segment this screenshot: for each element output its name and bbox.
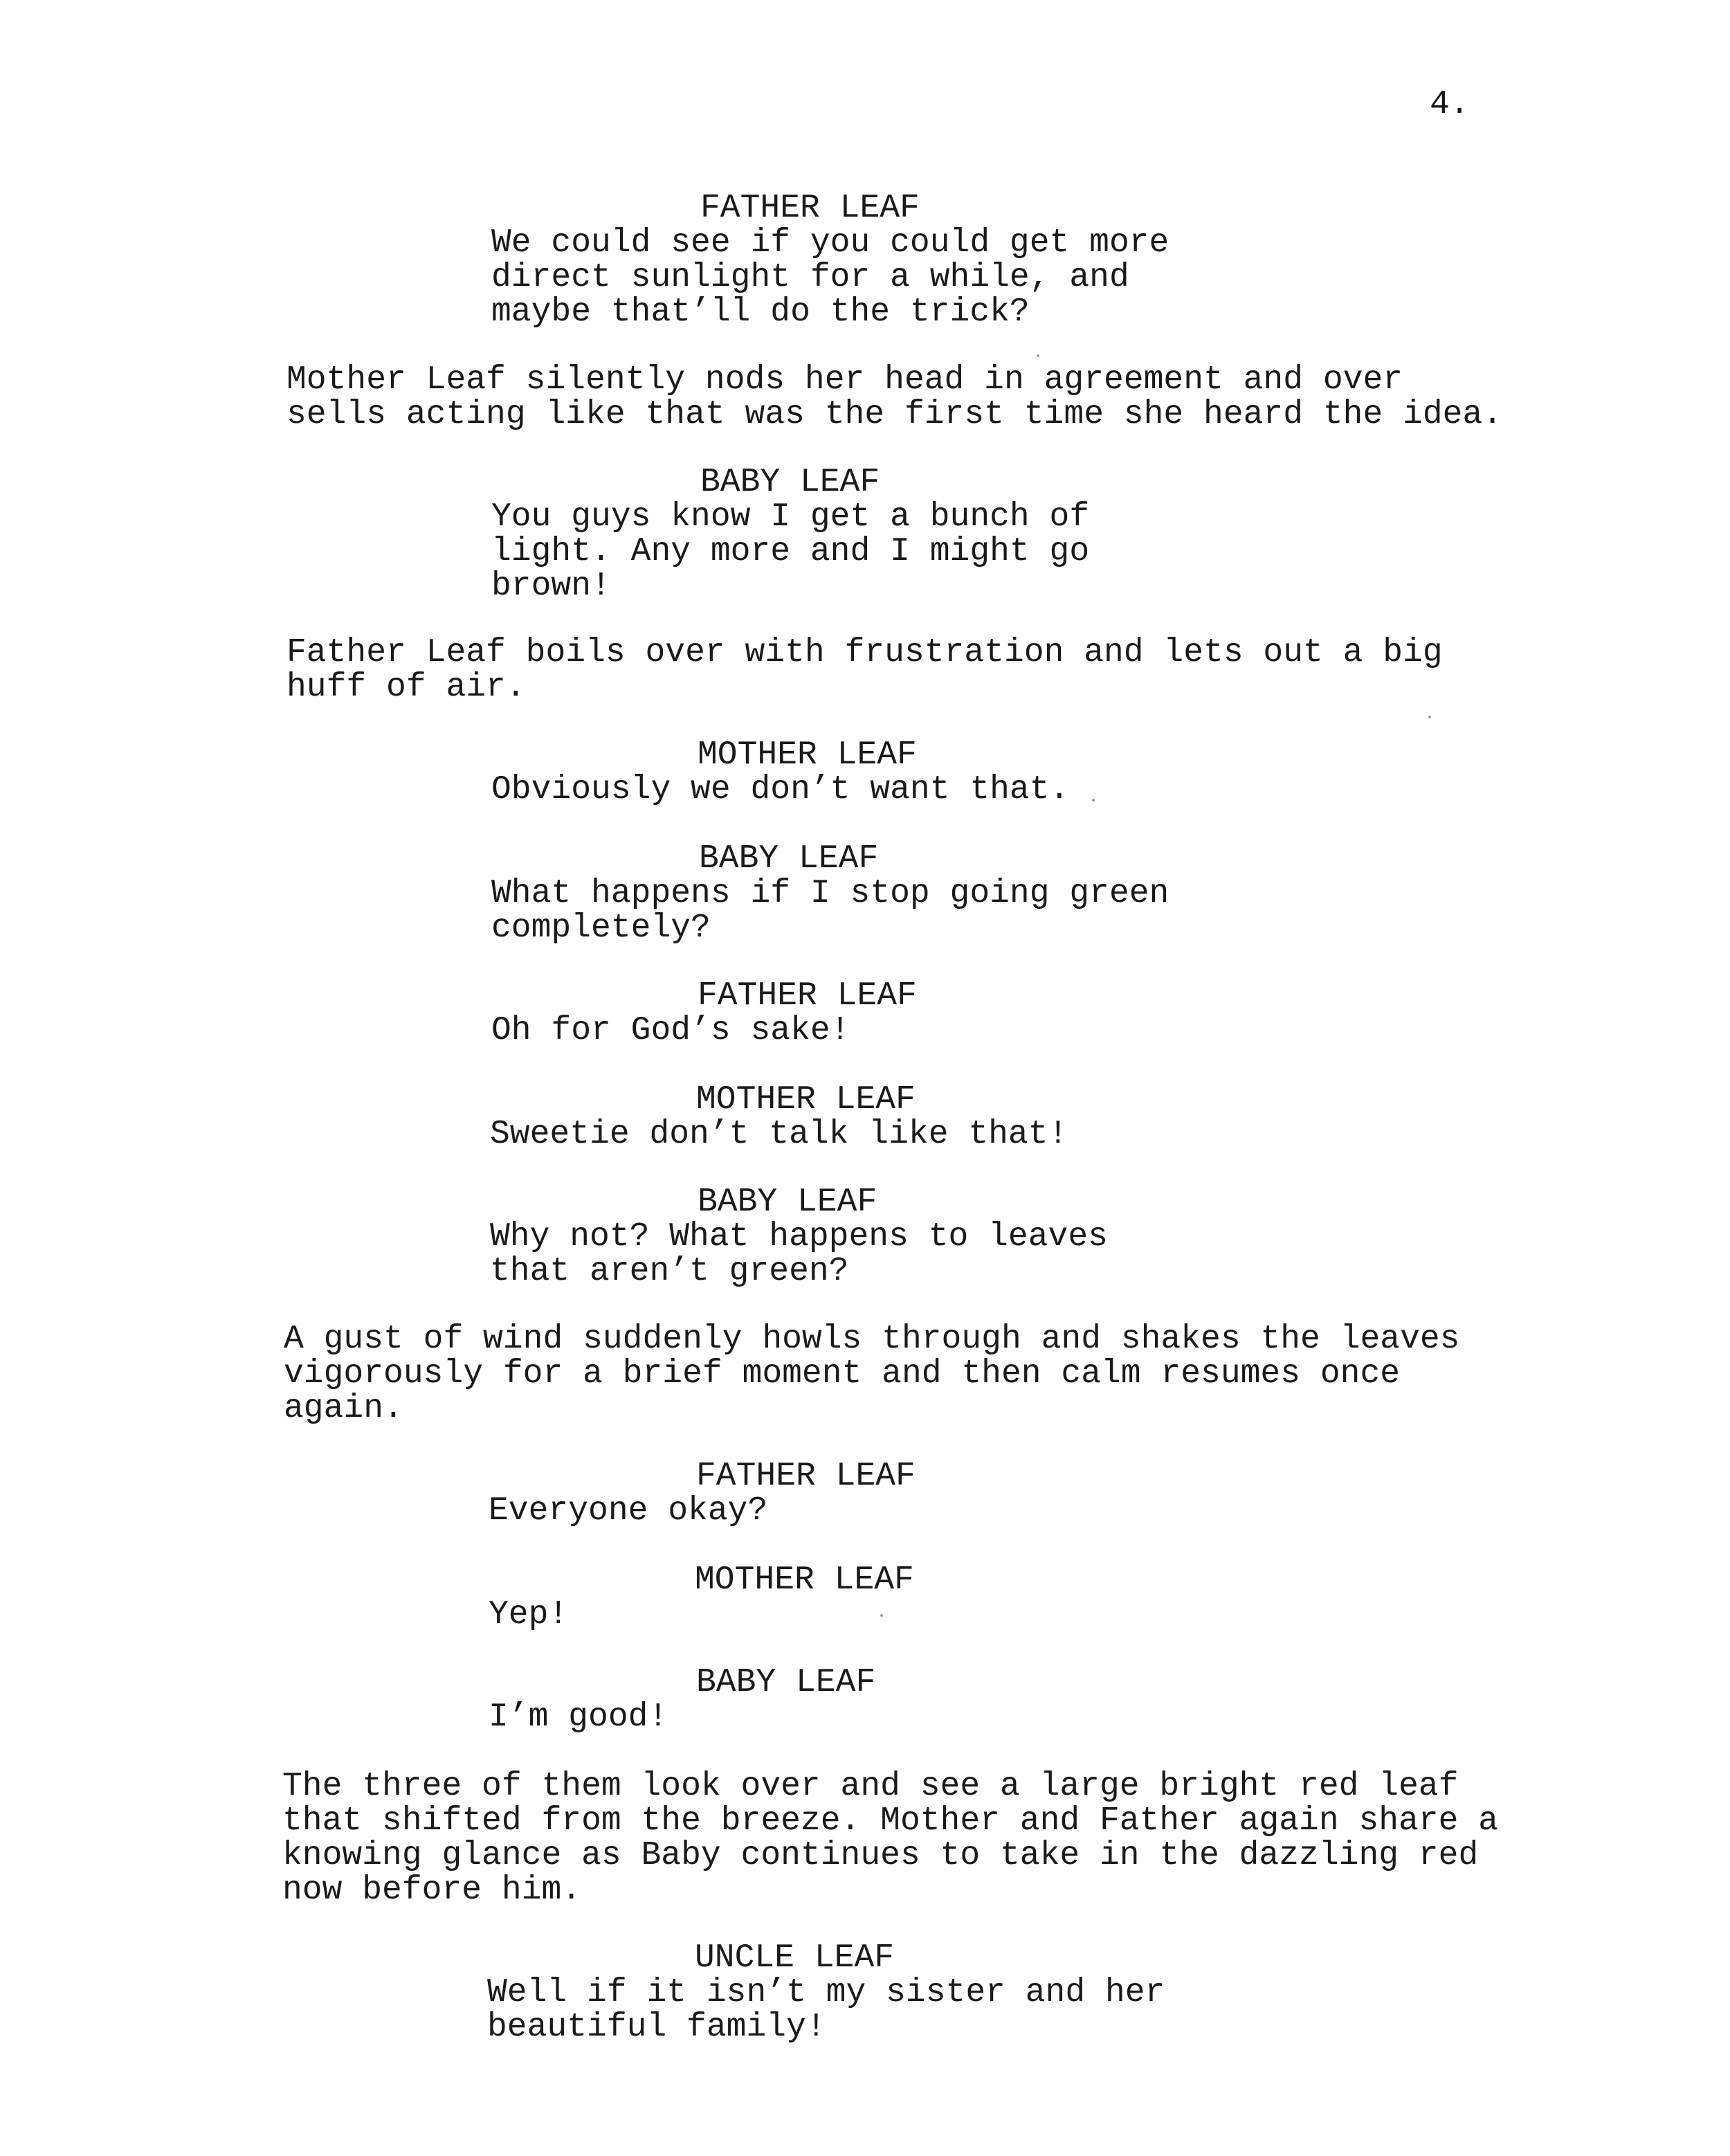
action-line: A gust of wind suddenly howls through and shakes the leaves [284, 1321, 1460, 1358]
character-name: BABY LEAF [700, 464, 880, 501]
dialogue-line: Yep! [489, 1596, 569, 1633]
character-name: BABY LEAF [699, 840, 879, 878]
character-name: MOTHER LEAF [698, 736, 917, 774]
dialogue-line: beautiful family! [487, 2009, 826, 2046]
dialogue-line: light. Any more and I might go [491, 533, 1090, 570]
dialogue [491, 226, 1169, 329]
page-number: 4. [1430, 86, 1470, 123]
action-line: knowing glance as Baby continues to take in the dazzling red [282, 1837, 1479, 1874]
character-name: BABY LEAF [698, 1184, 877, 1221]
action-line: Mother Leaf silently nods her head in agreement and over [286, 361, 1403, 399]
action-paragraph [286, 635, 1443, 705]
dialogue-line: completely? [491, 909, 711, 947]
character-name: UNCLE LEAF [695, 1939, 895, 1977]
character-name: MOTHER LEAF [696, 1081, 916, 1118]
dialogue-line: direct sunlight for a while, and [491, 259, 1129, 296]
dialogue-line: We could see if you could get more [491, 224, 1169, 262]
action-paragraph [284, 1322, 1459, 1426]
scan-speck [1092, 799, 1095, 801]
dialogue-line: I’m good! [489, 1698, 668, 1736]
dialogue-line: You guys know I get a bunch of [491, 498, 1090, 536]
dialogue [487, 1975, 1165, 2045]
dialogue [490, 1220, 1108, 1289]
dialogue [491, 772, 1069, 807]
action-line: sells acting like that was the first time she heard the idea. [286, 396, 1503, 433]
dialogue [491, 1013, 850, 1048]
dialogue-line: Obviously we don’t want that. [491, 771, 1070, 808]
dialogue [491, 876, 1169, 945]
action-paragraph [282, 1769, 1498, 1908]
dialogue-line: Sweetie don’t talk like that! [490, 1116, 1068, 1153]
dialogue [489, 1700, 668, 1734]
dialogue-line: Well if it isn’t my sister and her [487, 1974, 1165, 2011]
action-line: again. [284, 1390, 403, 1427]
dialogue [489, 1494, 767, 1528]
scan-speck [1037, 354, 1039, 357]
character-name: BABY LEAF [696, 1664, 876, 1701]
dialogue-line: maybe that’ll do the trick? [491, 293, 1030, 331]
dialogue-line: Oh for God’s sake! [491, 1012, 850, 1049]
scan-speck [880, 1614, 883, 1617]
dialogue-line: What happens if I stop going green [491, 875, 1169, 912]
dialogue-line: Everyone okay? [489, 1492, 768, 1530]
character-name: FATHER LEAF [696, 1458, 916, 1495]
action-line: The three of them look over and see a large bright red leaf [282, 1768, 1459, 1805]
action-line: huff of air. [286, 669, 526, 706]
scan-speck [1428, 716, 1431, 718]
action-line: now before him. [282, 1872, 582, 1909]
dialogue [490, 1117, 1068, 1152]
dialogue-line: Why not? What happens to leaves [490, 1218, 1108, 1256]
character-name: FATHER LEAF [698, 977, 917, 1015]
action-line: Father Leaf boils over with frustration and lets out a big [286, 634, 1443, 671]
dialogue [489, 1597, 568, 1632]
dialogue-line: that aren’t green? [490, 1253, 849, 1290]
character-name: MOTHER LEAF [695, 1561, 914, 1599]
dialogue [491, 500, 1089, 604]
dialogue-line: brown! [491, 568, 611, 605]
character-name: FATHER LEAF [700, 190, 920, 227]
action-line: vigorously for a brief moment and then calm resumes once [284, 1355, 1401, 1393]
action-paragraph [286, 363, 1502, 432]
action-line: that shifted from the breeze. Mother and Father again share a [282, 1802, 1499, 1840]
